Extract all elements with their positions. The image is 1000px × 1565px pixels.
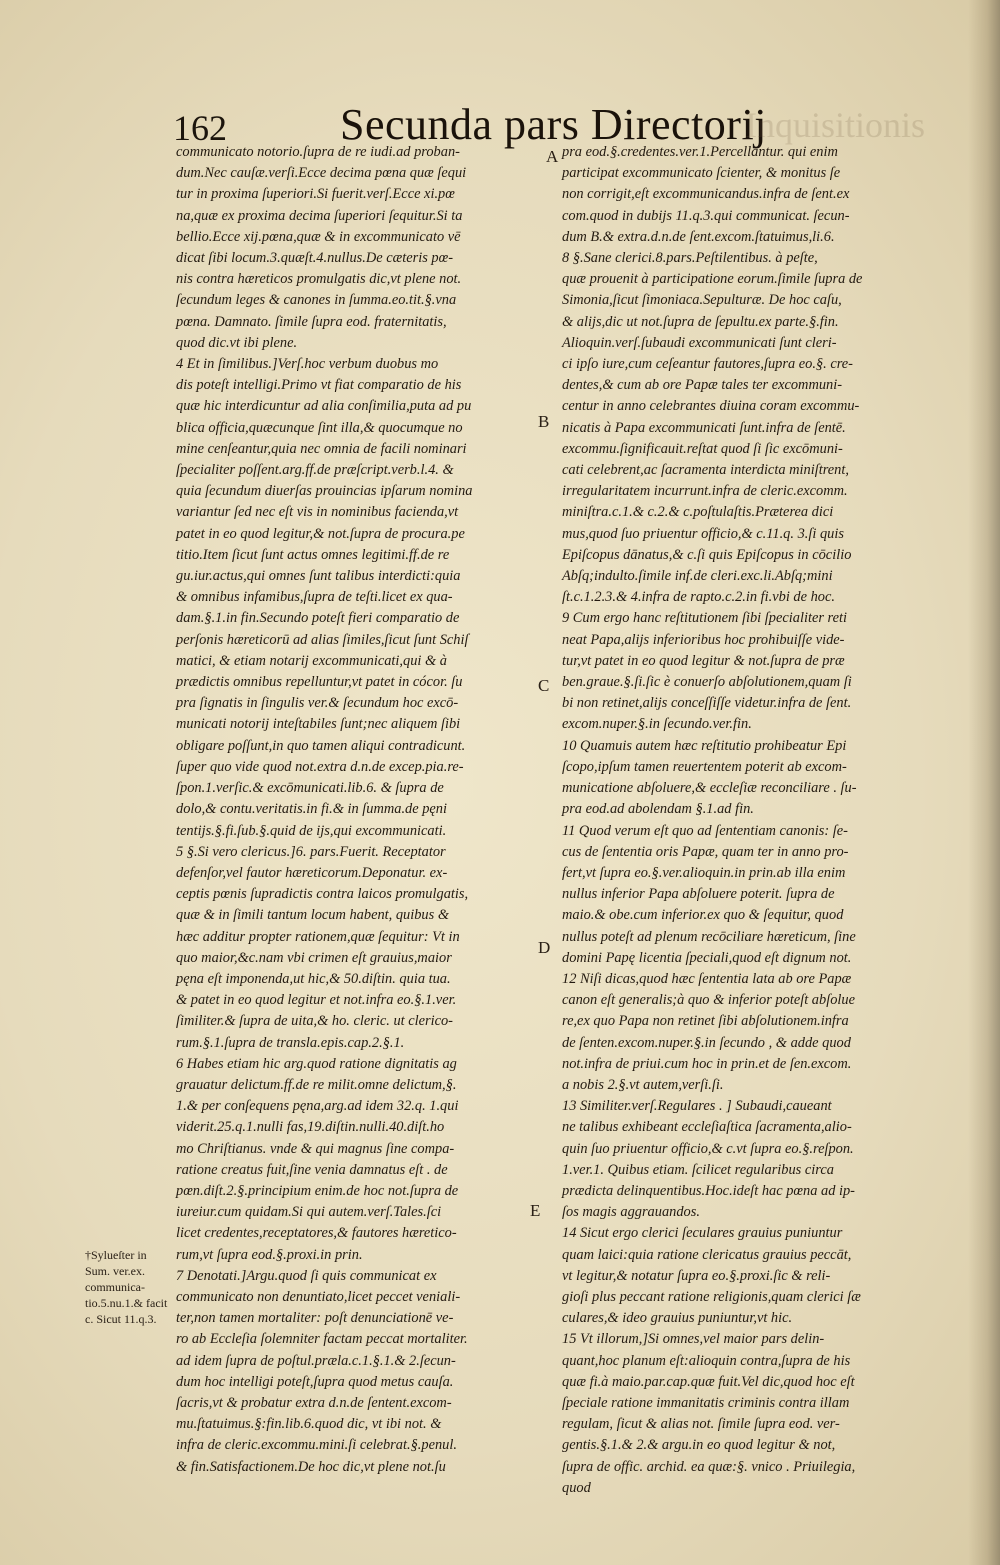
right-column-line: ſupra de offic. archid. ea quæ:§. vnico . Priuilegia,: [562, 1458, 856, 1475]
left-column-line: mine cenſeantur,quia nec omnia de facili nominari: [176, 440, 467, 457]
right-column-line: nullus inferior Papa abſoluere poterit. ſupra de: [562, 886, 835, 903]
left-column-line: prædictis omnibus repelluntur,vt patet in cócor. ſu: [176, 674, 463, 691]
left-column-line: rum.§.1.ſupra de transla.epis.cap.2.§.1.: [176, 1034, 405, 1051]
right-column-line: ſos magis aggrauandos.: [562, 1204, 700, 1221]
left-column-line: variantur ſed nec eſt vis in nominibus facienda,vt: [176, 504, 459, 521]
left-column-line: gu.iur.actus,qui omnes ſunt talibus interdicti:quia: [176, 568, 461, 585]
left-column-line: ſecundum leges & canones in ſumma.eo.tit.§.vna: [176, 292, 457, 309]
right-column-line: 9 Cum ergo hanc reſtitutionem ſibi ſpecialiter reti: [562, 610, 847, 627]
left-column-line: tur in proxima ſuperiori.Si fuerit.verſ.Ecce xi.pœ: [176, 186, 455, 203]
left-column-line: 7 Denotati.]Argu.quod ſi quis communicat ex: [176, 1267, 437, 1284]
right-column-line: cus de ſententia oris Papæ, quam ter in anno pro-: [562, 843, 849, 860]
running-head: Secunda pars Directorij: [340, 100, 767, 149]
right-column-line: centur in anno celebrantes diuina coram excommu-: [562, 398, 860, 415]
left-column-line: 5 §.Si vero clericus.]6. pars.Fuerit. Receptator: [176, 843, 446, 860]
left-column-line: iureiur.cum quidam.Si qui autem.verſ.Tales.ſci: [176, 1204, 442, 1221]
right-column-line: vt legitur,& notatur ſupra eo.§.proxi.ſic & reli-: [562, 1267, 831, 1284]
left-column-line: 1.& per conſequens pęna,arg.ad idem 32.q. 1.qui: [176, 1098, 459, 1115]
left-column-line: hæc additur propter rationem,quæ ſequitur: Vt in: [176, 928, 460, 945]
right-column-line: 13 Similiter.verſ.Regulares . ] Subaudi,caueant: [562, 1098, 832, 1115]
left-column-line: grauatur delictum.ff.de re milit.omne delictum,§.: [176, 1076, 457, 1093]
left-column-line: quæ & in ſimili tantum locum habent, quibus &: [176, 907, 450, 924]
right-column-line: irregularitatem incurrunt.infra de cleric.excomm.: [562, 483, 848, 500]
left-text-column: [176, 142, 541, 1478]
right-column-line: ne talibus exhibeant eccleſiaſtica ſacramenta,alio-: [562, 1119, 852, 1136]
left-column-line: obligare poſſunt,in quo tamen aliqui contradicunt.: [176, 737, 466, 754]
right-column-line: canon eſt generalis;à quo & inferior poteſt abſolue: [562, 992, 855, 1009]
left-column-line: quia ſecundum diuerſas prouincias ipſarum nomina: [176, 483, 473, 500]
right-column-line: pra eod.ad abolendam §.1.ad fin.: [562, 801, 754, 818]
left-column-line: quo maior,&c.nam vbi crimen eſt grauius,maior: [176, 949, 452, 966]
right-column-line: 14 Sicut ergo clerici ſeculares grauius puniuntur: [562, 1225, 843, 1242]
right-column-line: com.quod in dubijs 11.q.3.qui communicat. ſecun-: [562, 207, 850, 224]
right-column-line: ci ipſo iure,cum ceſeantur fautores,ſupra eo.§. cre-: [562, 356, 853, 373]
right-column-line: quæ fi.à maio.par.cap.quæ fuit.Vel dic,quod hoc eſt: [562, 1373, 855, 1390]
right-column-line: de ſenten.excom.nuper.§.in ſecundo , & adde quod: [562, 1034, 851, 1051]
left-column-line: ad idem ſupra de poſtul.præla.c.1.§.1.& 2.ſecun-: [176, 1352, 456, 1369]
left-column-line: ratione creatus fuit,ſine venia damnatus eſt . de: [176, 1161, 448, 1178]
right-column-line: quæ prouenit à participatione eorum.ſimile ſupra de: [562, 271, 863, 288]
column-marker-d: D: [538, 938, 551, 957]
right-column-line: & alijs,dic ut not.ſupra de ſepultu.ex parte.§.fin.: [562, 313, 839, 330]
right-column-line: excom.nuper.§.in ſecundo.ver.fin.: [562, 716, 752, 733]
right-column-line: Abſq;indulto.ſimile inf.de cleri.exc.li.Abſq;mini: [562, 568, 833, 585]
left-column-line: pœna. Damnato. ſimile ſupra eod. fraternitatis,: [176, 313, 447, 330]
column-marker-b: B: [538, 412, 550, 431]
right-column-line: nullus poteſt ad plenum recōciliare hæreticum, ſine: [562, 928, 856, 945]
right-column-line: quant,hoc planum eſt:alioquin contra,ſupra de his: [562, 1352, 851, 1369]
right-column-line: participat excommunicato ſcienter, & monitus ſe: [562, 165, 841, 182]
right-column-line: bi non retinet,alijs conceſſiſſe videtur.infra de ſent.: [562, 695, 852, 712]
left-column-line: blica officia,quæcunque ſint illa,& quocumque no: [176, 419, 463, 436]
left-column-line: communicato notorio.ſupra de re iudi.ad proban-: [176, 144, 460, 160]
left-column-line: dolo,& contu.veritatis.in fi.& in ſumma.de pęni: [176, 801, 447, 818]
right-column-line: regulam, ſicut & alias not. ſimile ſupra eod. ver-: [562, 1416, 840, 1433]
left-column-line: ſimiliter.& ſupra de uita,& ho. cleric. ut clerico-: [176, 1013, 453, 1030]
left-column-line: ro ab Eccleſia ſolemniter factam peccat mortaliter.: [176, 1331, 468, 1348]
left-column-line: tentijs.§.fi.ſub.§.quid de ijs,qui excommunicati.: [176, 822, 447, 839]
left-column-line: dis poteſt intelligi.Primo vt fiat comparatio de his: [176, 377, 462, 394]
right-column-line: dentes,& cum ab ore Papæ tales ter excommuni-: [562, 377, 843, 394]
page-number: 162: [173, 108, 227, 148]
right-column-line: re,ex quo Papa non retinet ſibi abſolutionem.infra: [562, 1013, 849, 1030]
right-column-line: maio.& obe.cum inferior.ex quo & ſequitur, quod: [562, 907, 844, 924]
right-column-line: Epiſcopus dānatus,& c.ſi quis Epiſcopus in cōcilio: [562, 546, 852, 563]
right-column-line: prædicta delinquentibus.Hoc.ideſt hac pœna ad ip-: [562, 1182, 855, 1199]
right-column-line: nicatis à Papa excommunicati ſunt.infra de ſentē.: [562, 419, 846, 436]
left-column-line: titio.Item ſicut ſunt actus omnes legitimi.ff.de re: [176, 546, 450, 563]
left-column-line: pęna eſt imponenda,ut hic,& 50.diſtin. quia tua.: [176, 970, 451, 987]
right-column-line: ſcopo,ipſum tamen reuertentem poterit ab excom-: [562, 758, 847, 775]
left-column-line: pra ſignatis in ſingulis ver.& ſecundum hoc excō-: [176, 695, 459, 712]
right-column-line: municatione abſoluere,& eccleſiæ reconciliare . ſu-: [562, 780, 857, 797]
right-column-line: ben.graue.§.ſi.ſic è conuerſo abſolutionem,quam ſi: [562, 674, 852, 691]
left-column-line: bellio.Ecce xij.pœna,quæ & in excommunicato vē: [176, 228, 461, 245]
left-column-line: dum.Nec cauſæ.verſi.Ecce decima pœna quæ ſequi: [176, 165, 467, 182]
right-column-line: Simonia,ſicut ſimoniaca.Sepulturæ. De hoc caſu,: [562, 292, 842, 309]
right-column-line: pra eod.§.credentes.ver.1.Percellantur. qui enim: [562, 144, 838, 160]
right-column-line: tur,vt patet in eo quod legitur & not.ſupra de præ: [562, 652, 845, 669]
left-column-line: 4 Et in ſimilibus.]Verſ.hoc verbum duobus mo: [176, 356, 439, 373]
left-column-line: & omnibus infamibus,ſupra de teſti.licet ex qua-: [176, 589, 453, 606]
column-marker-a: A: [546, 147, 559, 166]
right-column-line: neat Papa,alijs inferioribus hoc prohibuiſſe vide-: [562, 631, 845, 648]
left-column-line: mu.ſtatuimus.§:fin.lib.6.quod dic, vt ibi not. &: [176, 1416, 442, 1433]
left-column-line: ſpecialiter poſſent.arg.ff.de præſcript.verb.l.4. &: [176, 462, 454, 479]
left-column-line: defenſor,vel fautor hæreticorum.Deponatur. ex-: [176, 864, 448, 881]
left-column-line: municati notorij inteſtabiles ſunt;nec aliquem ſibi: [176, 716, 461, 733]
right-column-line: mus,quod ſuo priuentur officio,& c.11.q. 3.ſi quis: [562, 525, 844, 542]
left-column-line: quæ hic interdicuntur ad alia conſimilia,puta ad pu: [176, 398, 472, 415]
left-column-line: infra de cleric.excommu.mini.ſi celebrat.§.penul.: [176, 1437, 457, 1454]
right-column-line: non corrigit,eſt excommunicandus.infra de ſent.ex: [562, 186, 850, 203]
left-column-line: ter,non tamen mortaliter: poſt denunciationē ve-: [176, 1310, 454, 1327]
left-column-line: communicato non denuntiato,licet peccet veniali-: [176, 1288, 461, 1305]
right-column-line: cati celebrent,ac ſacramenta interdicta miniſtrent,: [562, 462, 849, 479]
column-marker-e: E: [530, 1201, 541, 1220]
right-column-line: miniſtra.c.1.& c.2.& c.poſtulaſtis.Præterea dici: [562, 504, 834, 521]
right-column-line: gentis.§.1.& 2.& argu.in eo quod legitur & not,: [562, 1437, 836, 1454]
right-column-line: culares,& ideo grauius puniuntur,vt hic.: [562, 1310, 793, 1327]
left-column-line: ſacris,vt & probatur extra d.n.de ſentent.excom-: [176, 1394, 452, 1411]
right-column-line: Alioquin.verſ.ſubaudi excommunicati ſunt cleri-: [562, 334, 837, 351]
right-column-line: 15 Vt illorum,]Si omnes,vel maior pars delin-: [562, 1331, 825, 1348]
right-column-line: quin ſuo priuentur officio,& c.vt ſupra eo.§.reſpon.: [562, 1140, 854, 1157]
left-column-line: rum,vt ſupra eod.§.proxi.in prin.: [176, 1246, 363, 1263]
right-column-line: domini Papę licentia ſpeciali,quod eſt dignum not.: [562, 949, 852, 966]
bleed-through-text: Inquisitionis: [745, 105, 926, 145]
left-column-line: dam.§.1.in fin.Secundo poteſt fieri comparatio de: [176, 610, 460, 627]
column-marker-c: C: [538, 676, 550, 695]
left-column-line: perſonis hæreticorū ad alias ſimiles,ſicut ſunt Schiſ: [176, 631, 469, 648]
right-column-line: gioſi plus peccant ratione religionis,quam clerici ſæ: [562, 1288, 861, 1305]
right-column-line: 10 Quamuis autem hæc reſtitutio prohibeatur Epi: [562, 737, 847, 754]
left-column-line: & fin.Satisfactionem.De hoc dic,vt plene not.ſu: [176, 1458, 446, 1475]
left-column-line: viderit.25.q.1.nulli fas,19.diſtin.nulli.40.diſt.ho: [176, 1119, 445, 1136]
right-column-line: 8 §.Sane clerici.8.pars.Peſtilentibus. à peſte,: [562, 250, 818, 267]
left-column-line: quod dic.vt ibi plene.: [176, 334, 298, 351]
left-column-line: & patet in eo quod legitur et not.infra eo.§.1.ver.: [176, 992, 457, 1009]
right-column-line: ſpeciale ratione immanitatis criminis contra illam: [562, 1394, 850, 1411]
left-column-line: ſuper quo vide quod not.extra d.n.de excep.pia.re-: [176, 758, 464, 775]
right-column-line: a nobis 2.§.vt autem,verſi.ſi.: [562, 1076, 724, 1093]
marginal-note-text: †Sylueſter in Sum. ver.ex. communica-tio.5.nu.1.& facit c. Sicut 11.q.3.: [85, 1248, 168, 1326]
right-text-column: [562, 142, 932, 1499]
left-column-line: mo Chriſtianus. vnde & qui magnus ſine compa-: [176, 1140, 455, 1157]
right-column-line: ſt.c.1.2.3.& 4.infra de rapto.c.2.in fi.vbi de hoc.: [562, 589, 835, 606]
right-column-line: 1.ver.1. Quibus etiam. ſcilicet regularibus circa: [562, 1161, 834, 1178]
right-column-line: quam laici:quia ratione clericatus grauius peccāt,: [562, 1246, 852, 1263]
left-column-line: na,quæ ex proxima decima ſuperiori ſequitur.Si ta: [176, 207, 463, 224]
right-column-line: not.infra de priui.cum hoc in prin.et de ſen.excom.: [562, 1055, 852, 1072]
left-column-line: 6 Habes etiam hic arg.quod ratione dignitatis ag: [176, 1055, 457, 1072]
right-column-line: fert,vt ſupra eo.§.ver.alioquin.in prin.ab illa enim: [562, 864, 846, 881]
right-column-line: quod: [562, 1479, 591, 1496]
right-column-line: 12 Niſi dicas,quod hæc ſententia lata ab ore Papæ: [562, 970, 852, 987]
marginal-note: [85, 1247, 170, 1327]
left-column-line: ceptis pœnis ſupradictis contra laicos promulgatis,: [176, 886, 469, 903]
left-column-line: ſpon.1.verſic.& excōmunicati.lib.6. & ſupra de: [176, 780, 444, 797]
right-column-line: dum B.& extra.d.n.de ſent.excom.ſtatuimus,li.6.: [562, 228, 835, 245]
left-column-line: matici, & etiam notarij excommunicati,qui & à: [176, 652, 447, 669]
right-column-line: excommu.ſignificauit.reſtat quod ſi ſic excōmuni-: [562, 440, 843, 457]
left-column-line: dum hoc intelligi poteſt,ſupra quod metus cauſa.: [176, 1373, 454, 1390]
left-column-line: patet in eo quod legitur,& not.ſupra de procura.pe: [176, 525, 465, 542]
right-column-line: 11 Quod verum eſt quo ad ſententiam canonis: ſe-: [562, 822, 848, 839]
left-column-line: dicat ſibi locum.3.quæſt.4.nullus.De cæteris pœ-: [176, 250, 454, 267]
left-column-line: pœn.diſt.2.§.principium enim.de hoc not.ſupra de: [176, 1182, 459, 1199]
left-column-line: licet credentes,receptatores,& fautores hæretico-: [176, 1225, 457, 1242]
left-column-line: nis contra hæreticos promulgatis dic,vt plene not.: [176, 271, 462, 288]
